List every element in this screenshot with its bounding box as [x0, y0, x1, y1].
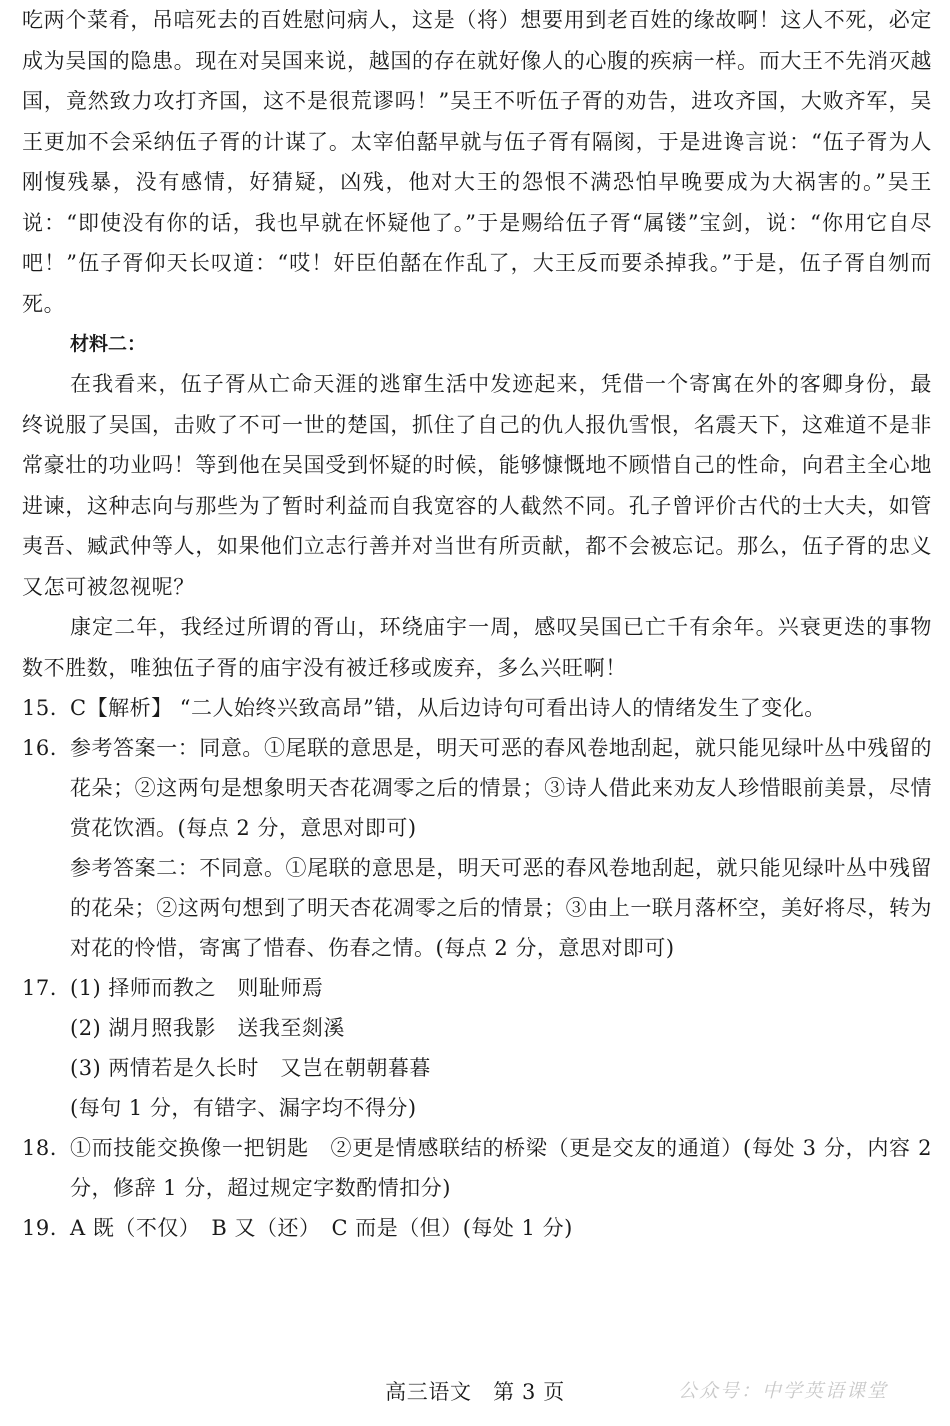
answer-line: (2) 湖月照我影 送我至剡溪	[70, 1016, 345, 1040]
question-number: 17.	[22, 976, 57, 1000]
page-content	[22, 0, 932, 1248]
question-number: 15.	[22, 696, 57, 720]
question-number: 18.	[22, 1136, 57, 1160]
answer-line: (1) 择师而教之 则耻师焉	[70, 976, 324, 1000]
reference-answer-1: 参考答案一：同意。①尾联的意思是，明天可恶的春风卷地刮起，就只能见绿叶丛中残留的花朵；②这两句是想象明天杏花凋零之后的情景；③诗人借此来劝友人珍惜眼前美景，尽情赏花饮酒。(每点 2 分，意思对即可)	[70, 736, 932, 840]
top-paragraph: 吃两个菜肴，吊唁死去的百姓慰问病人，这是（将）想要用到老百姓的缘故啊！这人不死，必定成为吴国的隐患。现在对吴国来说，越国的存在就好像人的心腹的疾病一样。而大王不先消灭越国，竟然致力攻打齐国，这不是很荒谬吗！”吴王不听伍子胥的劝告，进攻齐国，大败齐军，吴王更加不会采纳伍子胥的计谋了。太宰伯嚭早就与伍子胥有隔阂，于是进谗言说：“伍子胥为人刚愎残暴，没有感情，好猜疑，凶残，他对大王的怨恨不满恐怕早晚要成为大祸害的。”吴王说：“即使没有你的话，我也早就在怀疑他了。”于是赐给伍子胥“属镂”宝剑，说：“你用它自尽吧！”伍子胥仰天长叹道：“哎！奸臣伯嚭在作乱了，大王反而要杀掉我。”于是，伍子胥自刎而死。	[22, 8, 932, 316]
answer-line: (3) 两情若是久长时 又岂在朝朝暮暮	[70, 1056, 431, 1080]
question-number: 16.	[22, 736, 57, 760]
answer-text: ①而技能交换像一把钥匙 ②更是情感联结的桥梁（更是交友的通道）(每处 3 分，内容 2 分，修辞 1 分，超过规定字数酌情扣分)	[70, 1136, 932, 1200]
answer-18	[22, 1128, 932, 1208]
answer-17	[22, 968, 932, 1128]
answer-text: A 既（不仅） B 又（还） C 而是（但）(每处 1 分)	[70, 1216, 573, 1240]
question-number: 19.	[22, 1216, 57, 1240]
material2-heading: 材料二：	[70, 333, 147, 355]
answer-19	[22, 1208, 932, 1248]
scoring-note: (每句 1 分，有错字、漏字均不得分)	[70, 1096, 417, 1120]
material2-paragraph-2: 康定二年，我经过所谓的胥山，环绕庙宇一周，感叹吴国已亡千有余年。兴衰更迭的事物数不胜数，唯独伍子胥的庙宇没有被迁移或废弃，多么兴旺啊！	[22, 615, 932, 680]
watermark: 公众号：中学英语课堂	[677, 1380, 888, 1402]
page-footer: 高三语文 第 3 页	[385, 1380, 565, 1404]
answer-text: C【解析】 “二人始终兴致高昂”错，从后边诗句可看出诗人的情绪发生了变化。	[70, 696, 826, 720]
answer-15	[22, 688, 932, 728]
answer-16	[22, 728, 932, 968]
reference-answer-2: 参考答案二：不同意。①尾联的意思是，明天可恶的春风卷地刮起，就只能见绿叶丛中残留的花朵；②这两句想到了明天杏花凋零之后的情景；③由上一联月落杯空，美好将尽，转为对花的怜惜，寄寓了惜春、伤春之情。(每点 2 分，意思对即可)	[70, 856, 932, 960]
material2-paragraph-1: 在我看来，伍子胥从亡命天涯的逃窜生活中发迹起来，凭借一个寄寓在外的客卿身份，最终说服了吴国，击败了不可一世的楚国，抓住了自己的仇人报仇雪恨，名震天下，这难道不是非常豪壮的功业吗！等到他在吴国受到怀疑的时候，能够慷慨地不顾惜自己的性命，向君主全心地进谏，这种志向与那些为了暂时利益而自我宽容的人截然不同。孔子曾评价古代的士大夫，如管夷吾、臧武仲等人，如果他们立志行善并对当世有所贡献，都不会被忘记。那么，伍子胥的忠义又怎可被忽视呢？	[22, 372, 932, 599]
